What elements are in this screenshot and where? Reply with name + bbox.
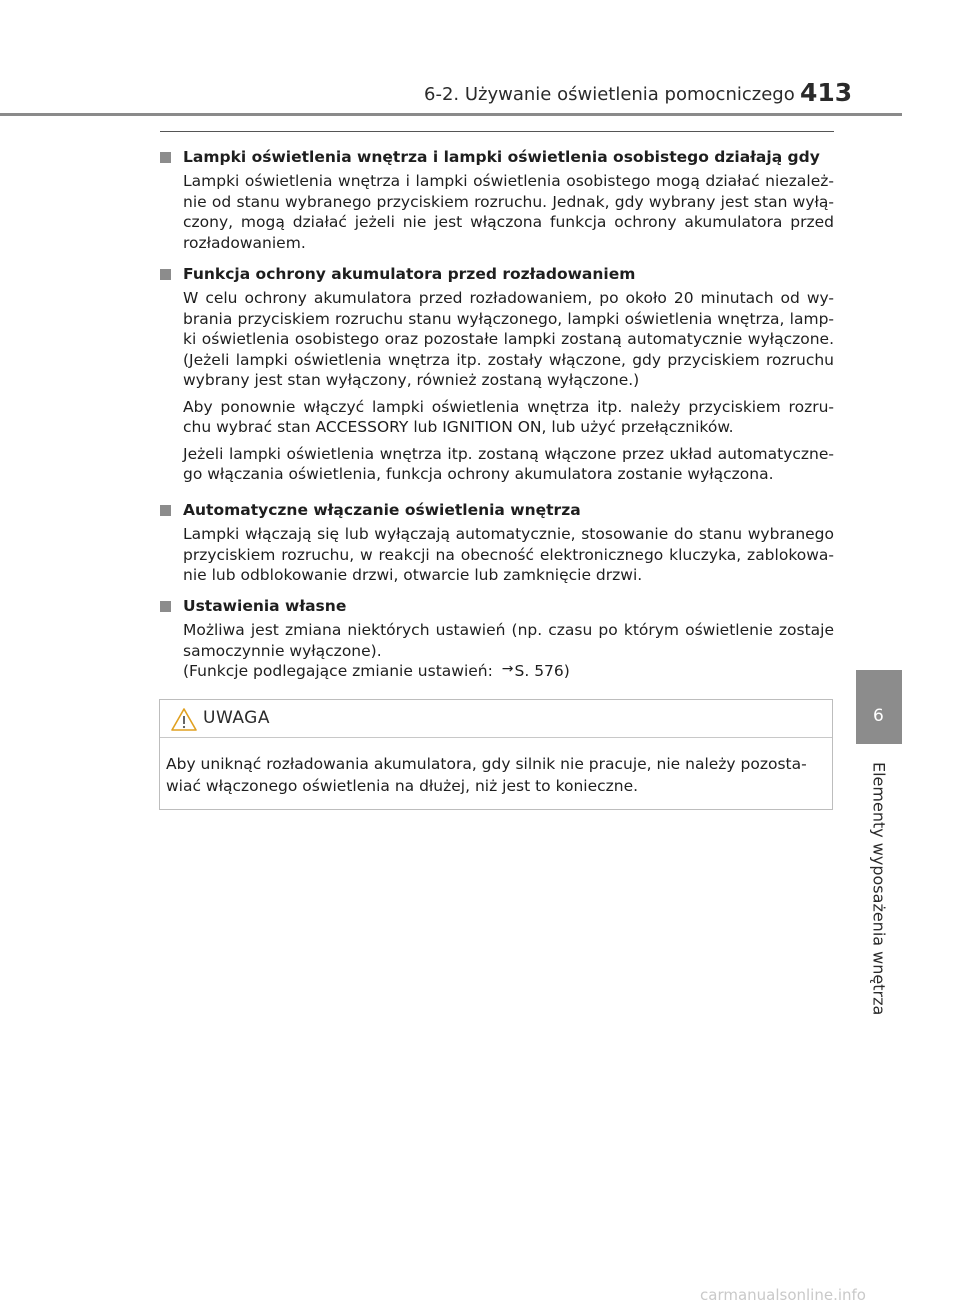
warning-box <box>159 699 833 810</box>
running-header-title: 6-2. Używanie oświetlenia pomocniczego <box>424 84 795 105</box>
content-top-rule <box>160 131 834 132</box>
chapter-number: 6 <box>873 706 884 726</box>
section-interior-lamps-operation <box>160 146 834 253</box>
paragraph: Lampki włączają się lub wyłączają automatycznie, stosowanie do stanu wybranego przyciskiem rozruchu, w reakcji na obecność elektronicznego kluczyka, zablokowa- nie lub odblokowanie drzwi, otwarcie lub zamknięcie drzwi. <box>183 525 834 584</box>
warning-triangle-icon <box>170 707 198 732</box>
paragraph: Jeżeli lampki oświetlenia wnętrza itp. zostaną włączone przez układ automatyczne- go włączania oświetlenia, funkcja ochrony akumulatora zostanie wyłączona. <box>183 444 834 483</box>
warning-label: UWAGA <box>203 708 270 728</box>
paragraph: Możliwa jest zmiana niektórych ustawień (np. czasu po którym oświetlenie zostaje samoczynnie wyłączone). (Funkcje podlegające zmianie ustawień: →S. 576) <box>183 620 834 683</box>
chapter-side-label: Elementy wyposażenia wnętrza <box>869 762 889 1016</box>
header-rule <box>0 113 902 116</box>
section-heading: Funkcja ochrony akumulatora przed rozładowaniem <box>160 263 834 285</box>
square-bullet-icon <box>160 505 171 516</box>
section-heading: Lampki oświetlenia wnętrza i lampki oświetlenia osobistego działają gdy <box>160 146 834 168</box>
section-heading: Ustawienia własne <box>160 595 834 617</box>
section-heading: Automatyczne włączanie oświetlenia wnętrza <box>160 499 834 521</box>
page-reference-link[interactable]: S. 576) <box>514 662 570 680</box>
right-arrow-icon: → <box>501 661 514 677</box>
warning-text: Aby uniknąć rozładowania akumulatora, gdy silnik nie pracuje, nie należy pozosta- wiać włączonego oświetlenia na dłużej, niż jest to konieczne. <box>166 755 807 795</box>
warning-header <box>160 700 832 738</box>
section-customization <box>160 595 834 683</box>
paragraph: Aby ponownie włączyć lampki oświetlenia wnętrza itp. należy przyciskiem rozru- chu wybrać stan ACCESSORY lub IGNITION ON, lub użyć przełączników. <box>183 397 834 436</box>
square-bullet-icon <box>160 269 171 280</box>
square-bullet-icon <box>160 601 171 612</box>
section-automatic-interior-lighting <box>160 499 834 586</box>
section-battery-saver <box>160 263 834 485</box>
cross-reference-line: (Funkcje podlegające zmianie ustawień: →S. 576) <box>183 661 570 680</box>
watermark: carmanualsonline.info <box>700 1286 866 1304</box>
paragraph: Lampki oświetlenia wnętrza i lampki oświetlenia osobistego mogą działać niezależ- nie od stanu wybranego przyciskiem rozruchu. Jednak, gdy wybrany jest stan wyłą- czony, mogą działać jeżeli nie jest włączona funkcja ochrony akumulatora przed rozładowaniem. <box>183 172 834 252</box>
page-number: 413 <box>800 78 853 107</box>
square-bullet-icon <box>160 152 171 163</box>
chapter-tab <box>856 670 902 744</box>
paragraph: W celu ochrony akumulatora przed rozładowaniem, po około 20 minutach od wy- brania przyciskiem rozruchu stanu wyłączonego, lampki oświetlenia wnętrza, lamp- ki oświetlenia osobistego oraz pozostałe lampki zostaną automatycznie wyłączone. (Jeżeli lampki oświetlenia wnętrza itp. zostały włączone, gdy przyciskiem rozruchu wybrany jest stan wyłączony, również zostaną wyłączone.) <box>183 289 834 389</box>
